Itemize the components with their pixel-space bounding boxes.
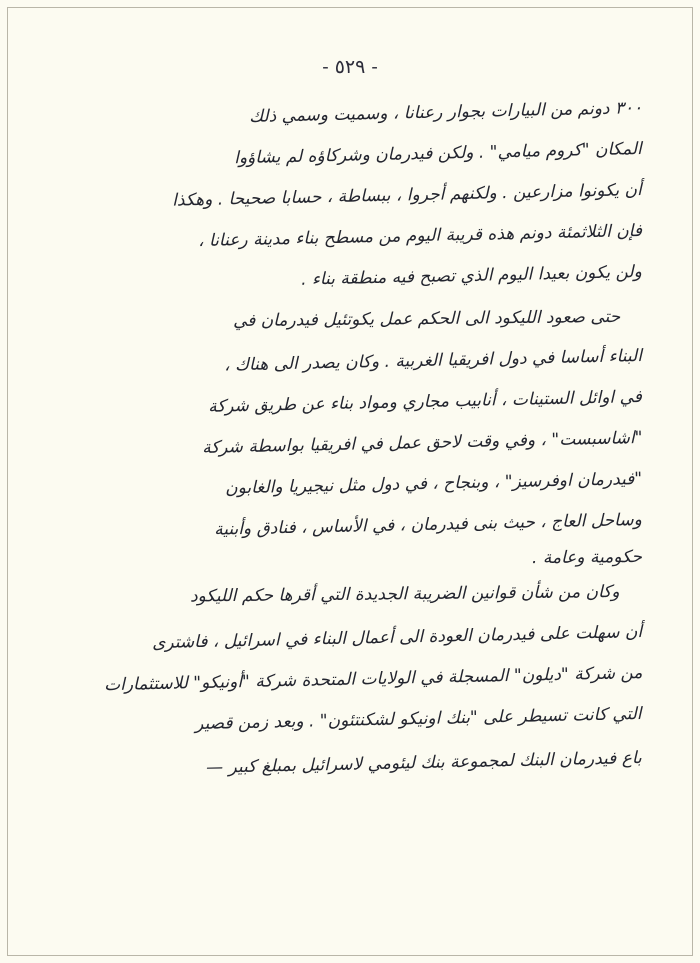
- text-line: وساحل العاج ، حيث بنى فيدرمان ، في الأساس ، فنادق وأبنية: [214, 510, 643, 540]
- text-line: البناء أساسا في دول افريقيا الغربية . وكان يصدر الى هناك ،: [223, 346, 643, 376]
- text-line: وكان من شأن قوانين الضريبة الجديدة التي أقرها حكم الليكود: [190, 582, 621, 607]
- text-line: أن يكونوا مزارعين . ولكنهم أجروا ، ببساطة ، حسابا صحيحا . وهكذا: [172, 180, 643, 211]
- text-line: ٣٠٠ دونم من البيارات بجوار رعنانا ، وسميت وسمي ذلك: [248, 98, 643, 127]
- text-line: المكان "كروم ميامي" . ولكن فيدرمان وشركاؤه لم يشاؤوا: [234, 139, 643, 169]
- text-line: في اوائل الستينات ، أنابيب مجاري ومواد بناء عن طريق شركة: [208, 387, 643, 417]
- text-line: ولن يكون بعيدا اليوم الذي تصبح فيه منطقة بناء .: [301, 262, 643, 290]
- page-number: - ٥٢٩ -: [322, 56, 378, 78]
- text-line: فإن الثلاثمئة دونم هذه قريبة اليوم من مسطح بناء مدينة رعنانا ،: [197, 221, 643, 252]
- text-line: التي كانت تسيطر على "بنك اونيكو لشكنتئون" . وبعد زمن قصير: [195, 704, 643, 735]
- text-line: من شركة "ديلون" المسجلة في الولايات المتحدة شركة "أونيكو" للاستثمارات: [103, 663, 643, 696]
- text-line: حتى صعود الليكود الى الحكم عمل يكوتئيل فيدرمان في: [232, 307, 621, 332]
- text-line: أن سهلت على فيدرمان العودة الى أعمال البناء في اسرائيل ، فاشترى: [151, 622, 643, 654]
- text-line: "فيدرمان اوفرسيز" ، وبنجاح ، في دول مثل نيجيريا والغابون: [224, 469, 643, 499]
- text-line: "اشاسبست" ، وفي وقت لاحق عمل في افريقيا بواسطة شركة: [201, 428, 643, 458]
- text-line: باع فيدرمان البنك لمجموعة بنك ليئومي لاسرائيل بمبلغ كبير —: [206, 748, 643, 778]
- text-line: حكومية وعامة .: [531, 547, 643, 569]
